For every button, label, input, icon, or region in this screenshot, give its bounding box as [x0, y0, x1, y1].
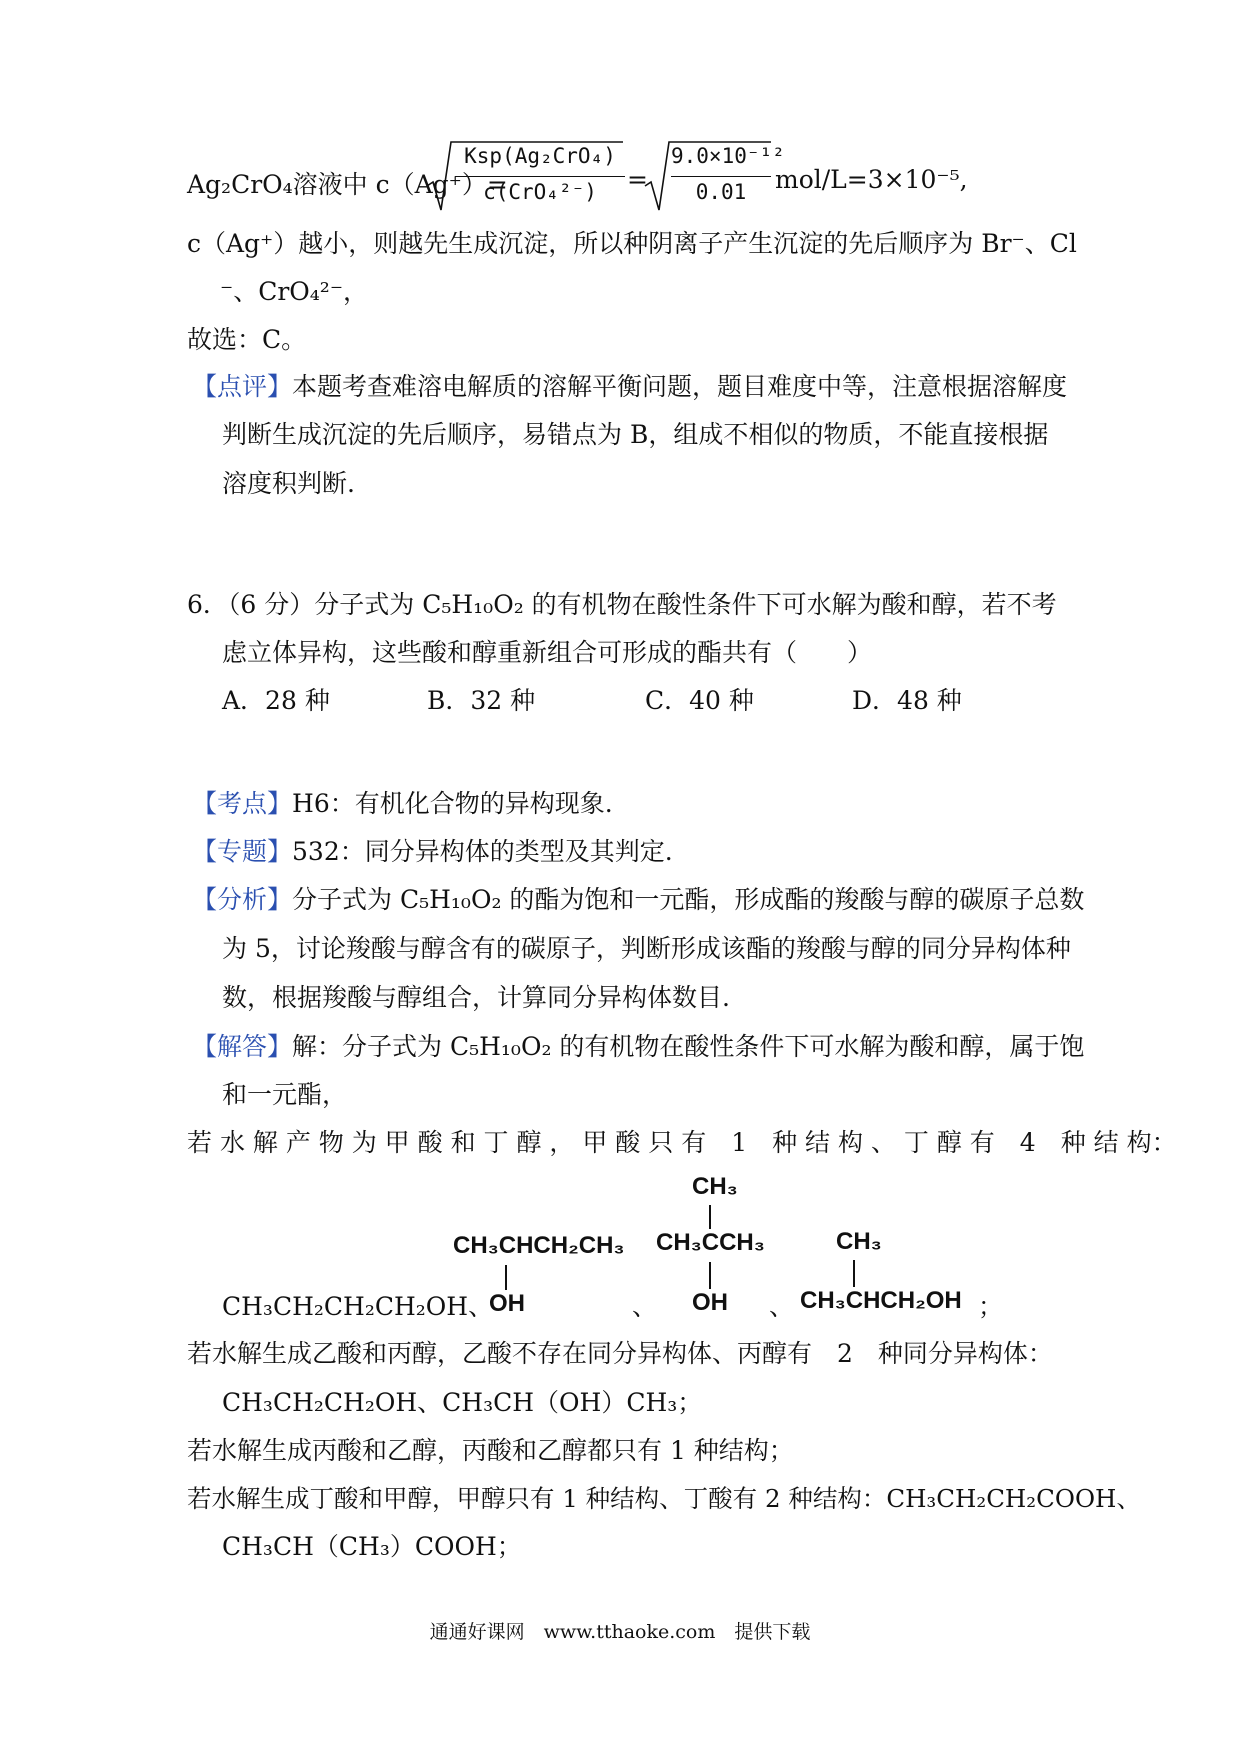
- footer-source: 通通好课网 www.tthaoke.com 提供下载: [429, 1621, 811, 1643]
- structure-4-bond: [853, 1260, 855, 1287]
- value-denominator: 0.01: [695, 180, 747, 204]
- fenxi-text-2: 为 5，讨论羧酸与醇含有的碳原子，判断形成该酯的羧酸与醇的同分异构体种: [222, 934, 1071, 963]
- equation-result: mol/L=3×10⁻⁵,: [775, 165, 968, 194]
- fraction-bar-1: [455, 176, 625, 177]
- option-c: C．40 种: [645, 686, 754, 715]
- kaodian-text: H6：有机化合物的异构现象.: [292, 789, 613, 818]
- structure-end: ；: [978, 1292, 1004, 1321]
- ksp-denominator: c(CrO₄²⁻): [483, 180, 597, 204]
- question-6-line-2: 虑立体异构，这些酸和醇重新组合可形成的酯共有（ ）: [222, 638, 873, 667]
- structure-3-oh: OH: [692, 1289, 728, 1316]
- kaodian-tag: 【考点】: [192, 789, 293, 818]
- structure-4-methyl: CH₃: [836, 1228, 882, 1255]
- jieda-text-2: 和一元酯，: [222, 1080, 348, 1109]
- option-b: B．32 种: [427, 686, 536, 715]
- zhuanti-text: 532：同分异构体的类型及其判定.: [292, 837, 673, 866]
- fenxi-tag: 【分析】: [192, 885, 293, 914]
- equals-sign: =: [627, 165, 648, 194]
- separator-1: 、: [632, 1292, 658, 1321]
- comment-text-2: 判断生成沉淀的先后顺序，易错点为 B，组成不相似的物质，不能直接根据: [222, 420, 1049, 449]
- fenxi-text-1: 分子式为 C₅H₁₀O₂ 的酯为饱和一元酯，形成酯的羧酸与醇的碳原子总数: [292, 885, 1085, 914]
- propanoic-acid-line: 若水解生成丙酸和乙醇，丙酸和乙醇都只有 1 种结构；: [187, 1436, 794, 1465]
- structure-3-methyl: CH₃: [692, 1173, 738, 1200]
- fraction-bar-2: [671, 176, 771, 177]
- jieda-tag: 【解答】: [192, 1032, 293, 1061]
- structure-4-main: CH₃CHCH₂OH: [800, 1287, 962, 1314]
- option-a: A．28 种: [222, 686, 330, 715]
- propanol-intro: 若水解生成乙酸和丙醇，乙酸不存在同分异构体、丙醇有 2 种同分异构体：: [187, 1339, 1053, 1368]
- option-d: D．48 种: [852, 686, 962, 715]
- zhuanti-section: [192, 835, 673, 869]
- kaodian-section: [192, 787, 613, 821]
- value-numerator: 9.0×10⁻¹²: [671, 144, 785, 168]
- butanoic-acid-isomer: CH₃CH（CH₃）COOH；: [222, 1532, 522, 1561]
- structure-2-bond: [505, 1265, 507, 1290]
- structure-3-main: CH₃CCH₃: [656, 1229, 765, 1256]
- question-6-line-1: 6．（6 分）分子式为 C₅H₁₀O₂ 的有机物在酸性条件下可水解为酸和醇，若不考: [187, 590, 1057, 619]
- structure-2-oh: OH: [489, 1290, 525, 1317]
- conclusion-line-2: ⁻、CrO₄²⁻，: [220, 277, 369, 306]
- comment-section: [192, 370, 1067, 404]
- structure-3-bond-top: [709, 1205, 711, 1229]
- answer-line: 故选：C。: [187, 325, 307, 354]
- ksp-numerator: Ksp(Ag₂CrO₄): [464, 144, 616, 168]
- butanol-intro: 若 水 解 产 物 为 甲 酸 和 丁 醇 ， 甲 酸 只 有 1 种 结 构 、 丁 醇 有 4 种 结 构：: [187, 1128, 1177, 1157]
- structure-2-main: CH₃CHCH₂CH₃: [453, 1232, 625, 1259]
- butanol-structure-1: CH₃CH₂CH₂CH₂OH、: [222, 1292, 494, 1321]
- structure-3-bond-bottom: [709, 1262, 711, 1289]
- propanol-isomers: CH₃CH₂CH₂OH、CH₃CH（OH）CH₃；: [222, 1388, 703, 1417]
- equation-prefix: Ag₂CrO₄溶液中 c（Ag⁺）=: [187, 170, 508, 199]
- comment-text-1: 本题考查难溶电解质的溶解平衡问题，题目难度中等，注意根据溶解度: [292, 372, 1068, 401]
- conclusion-line-1: c（Ag⁺）越小，则越先生成沉淀，所以种阴离子产生沉淀的先后顺序为 Br⁻、Cl: [187, 229, 1077, 258]
- fenxi-section: [192, 883, 1084, 917]
- jieda-section: [192, 1030, 1084, 1064]
- butanoic-acid-line: 若水解生成丁酸和甲醇，甲醇只有 1 种结构、丁酸有 2 种结构：CH₃CH₂CH₂COOH、: [187, 1484, 1141, 1513]
- fenxi-text-3: 数，根据羧酸与醇组合，计算同分异构体数目.: [222, 983, 730, 1012]
- jieda-text-1: 解：分子式为 C₅H₁₀O₂ 的有机物在酸性条件下可水解为酸和醇，属于饱: [292, 1032, 1085, 1061]
- separator-2: 、: [769, 1292, 795, 1321]
- comment-text-3: 溶度积判断.: [222, 469, 355, 498]
- comment-tag: 【点评】: [192, 372, 293, 401]
- zhuanti-tag: 【专题】: [192, 837, 293, 866]
